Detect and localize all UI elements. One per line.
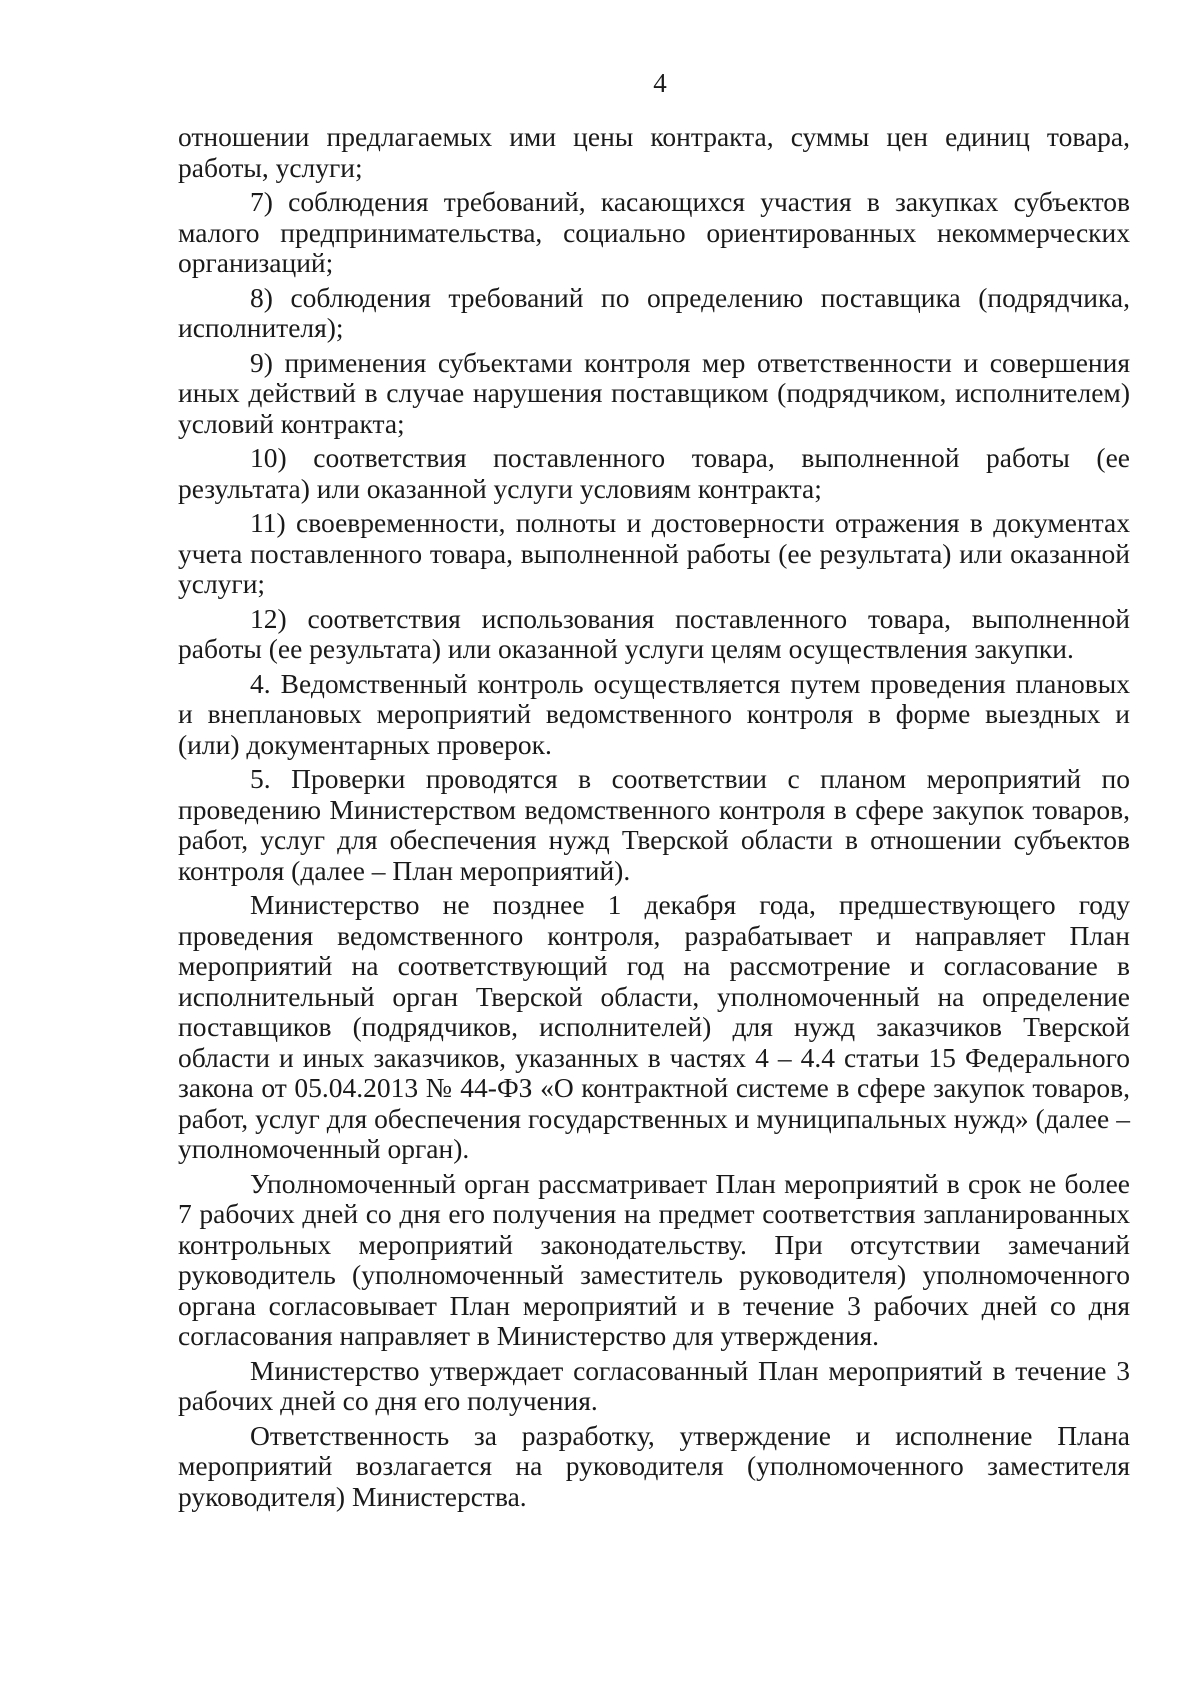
- paragraph-item-7: 7) соблюдения требований, касающихся участия в закупках субъектов малого предпринимательства, социально ориентированных некоммерческих организаций;: [178, 186, 1130, 278]
- paragraph-authorized-body: Уполномоченный орган рассматривает План мероприятий в срок не более 7 рабочих дней со дня его получения на предмет соответствия запланированных контрольных мероприятий законодательству. При отсутствии замечаний руководитель (уполномоченный заместитель руководителя) уполномоченного органа согласовывает План мероприятий и в течение 3 рабочих дней со дня согласования направляет в Министерство для утверждения.: [178, 1167, 1130, 1351]
- paragraph-item-8: 8) соблюдения требований по определению поставщика (подрядчика, исполнителя);: [178, 281, 1130, 343]
- paragraph-section-4: 4. Ведомственный контроль осуществляется путем проведения плановых и внеплановых мероприятий ведомственного контроля в форме выездных и (или) документарных проверок.: [178, 667, 1130, 760]
- paragraph-item-12: 12) соответствия использования поставленного товара, выполненной работы (ее результата) или оказанной услуги целям осуществления закупки.: [178, 602, 1130, 664]
- paragraph-item-9: 9) применения субъектами контроля мер ответственности и совершения иных действий в случае нарушения поставщиком (подрядчиком, исполнителем) условий контракта;: [178, 346, 1130, 439]
- paragraph-responsibility: Ответственность за разработку, утверждение и исполнение Плана мероприятий возлагается на руководителя (уполномоченного заместителя руководителя) Министерства.: [178, 1419, 1130, 1512]
- paragraph-section-5: 5. Проверки проводятся в соответствии с планом мероприятий по проведению Министерством ведомственного контроля в сфере закупок товаров, работ, услуг для обеспечения нужд Тверской области в отношении субъектов контроля (далее – План мероприятий).: [178, 763, 1130, 886]
- paragraph-item-11: 11) своевременности, полноты и достоверности отражения в документах учета поставленного товара, выполненной работы (ее результата) или оказанной услуги;: [178, 507, 1130, 599]
- page-number: 4: [653, 68, 667, 98]
- paragraph-ministry-approval: Министерство утверждает согласованный План мероприятий в течение 3 рабочих дней со дня его получения.: [178, 1354, 1130, 1416]
- paragraph-continuation: отношении предлагаемых ими цены контракта, суммы цен единиц товара, работы, услуги;: [178, 121, 1130, 183]
- document-body: [178, 122, 1130, 1516]
- paragraph-item-10: 10) соответствия поставленного товара, выполненной работы (ее результата) или оказанной услуги условиям контракта;: [178, 442, 1130, 504]
- paragraph-ministry-plan: Министерство не позднее 1 декабря года, предшествующего году проведения ведомственного контроля, разрабатывает и направляет План мероприятий на соответствующий год на рассмотрение и согласование в исполнительный орган Тверской области, уполномоченный на определение поставщиков (подрядчиков, исполнителей) для нужд заказчиков Тверской области и иных заказчиков, указанных в частях 4 – 4.4 статьи 15 Федерального закона от 05.04.2013 № 44-ФЗ «О контрактной системе в сфере закупок товаров, работ, услуг для обеспечения государственных и муниципальных нужд» (далее – уполномоченный орган).: [178, 889, 1130, 1164]
